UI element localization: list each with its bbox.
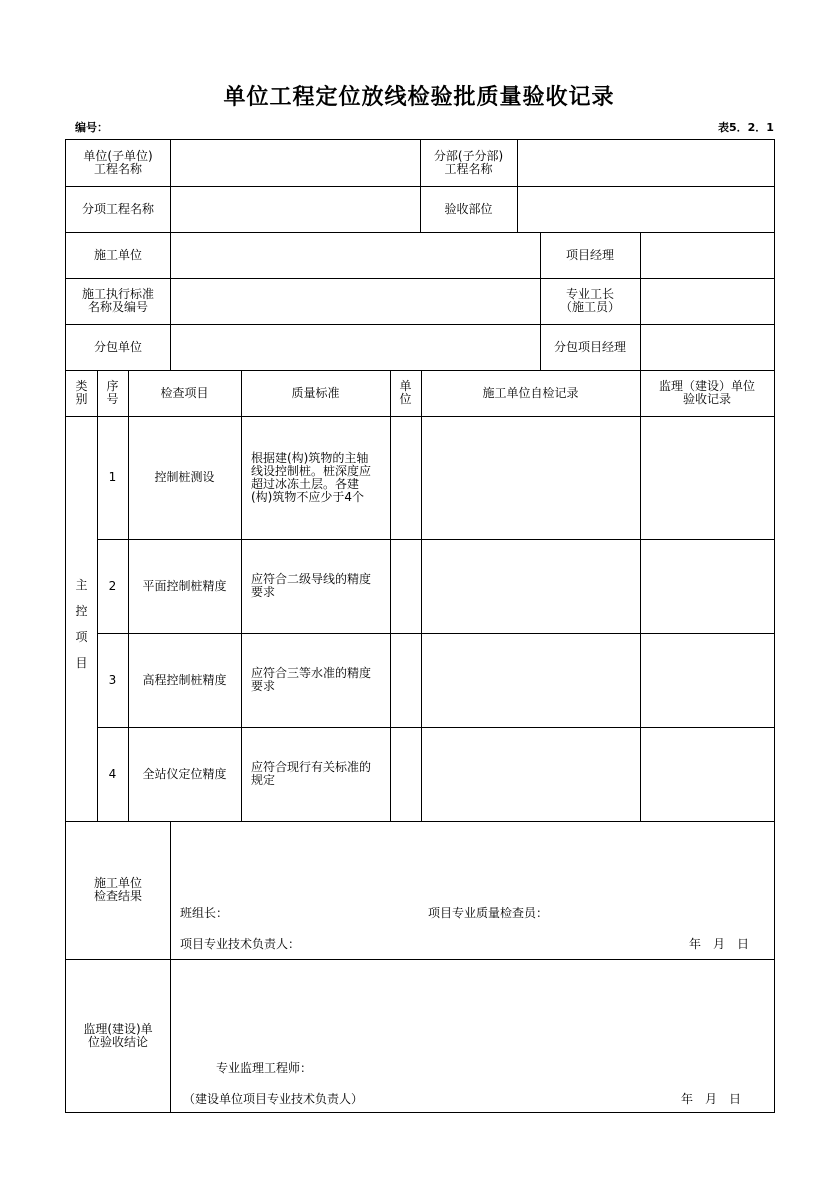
supervision-engineer-label: 专业监理工程师： — [216, 1061, 313, 1075]
item-name: 控制桩测设 — [154, 470, 215, 484]
col-header-check-item: 检查项目 — [160, 385, 209, 400]
item-name: 全站仪定位精度 — [142, 766, 227, 781]
col-header-quality-standard: 质量标准 — [291, 385, 340, 400]
unit-project-name-field[interactable] — [171, 140, 420, 186]
item-name: 平面控制桩精度 — [142, 578, 227, 593]
project-manager-label: 项目经理 — [565, 247, 614, 262]
foreman-field[interactable] — [641, 278, 774, 324]
supervision-date: 年 月 日 — [681, 1092, 742, 1106]
item-supervision-field[interactable] — [641, 416, 774, 539]
acceptance-part-field[interactable] — [518, 186, 774, 232]
item-unit-field[interactable] — [391, 416, 421, 539]
item-supervision-field[interactable] — [641, 539, 774, 633]
item-number: 2 — [108, 578, 117, 593]
unit-project-name-label: 单位(子单位) 工程名称 — [83, 149, 153, 176]
subcontractor-field[interactable] — [171, 324, 540, 370]
team-leader-label: 班组长： — [180, 906, 229, 920]
construction-date: 年 月 日 — [689, 937, 750, 951]
division-name-label: 分部(子分部) 工程名称 — [433, 149, 504, 176]
table-number: 表5．2．1 — [718, 121, 774, 134]
item-self-check-field[interactable] — [422, 539, 640, 633]
item-supervision-field[interactable] — [641, 727, 774, 821]
supervision-conclusion-label: 监理(建设)单 位验收结论 — [83, 1022, 153, 1049]
grid-line — [170, 821, 171, 1113]
col-header-category: 类 别 — [75, 379, 88, 406]
item-unit-field[interactable] — [391, 633, 421, 727]
col-header-seq: 序 号 — [106, 379, 119, 406]
item-unit-field[interactable] — [391, 727, 421, 821]
item-standard: 应符合二级导线的精度要求 — [251, 572, 372, 599]
item-self-check-field[interactable] — [422, 727, 640, 821]
subcontractor-label: 分包单位 — [93, 339, 142, 354]
sub-project-manager-field[interactable] — [641, 324, 774, 370]
item-self-check-field[interactable] — [422, 416, 640, 539]
item-standard: 应符合三等水准的精度要求 — [251, 666, 372, 693]
division-name-field[interactable] — [518, 140, 774, 186]
standard-name-field[interactable] — [171, 278, 540, 324]
construction-unit-field[interactable] — [171, 232, 540, 278]
item-standard: 根据建(构)筑物的主轴线设控制桩。桩深度应超过冰冻土层。各建(构)筑物不应少于4个 — [251, 450, 372, 504]
form-number-label: 编号： — [75, 121, 108, 134]
item-number: 4 — [108, 766, 117, 781]
item-number: 3 — [108, 672, 117, 687]
grid-line — [66, 959, 774, 960]
quality-inspector-label: 项目专业质量检查员： — [428, 906, 549, 920]
item-self-check-field[interactable] — [422, 633, 640, 727]
foreman-label: 专业工长 （施工员） — [559, 287, 620, 314]
sub-item-name-label: 分项工程名称 — [81, 201, 154, 216]
form-title: 单位工程定位放线检验批质量验收记录 — [223, 85, 615, 110]
col-header-supervision: 监理（建设）单位 验收记录 — [658, 379, 755, 406]
standard-name-label: 施工执行标准 名称及编号 — [81, 287, 154, 314]
form-table — [65, 139, 775, 1113]
category-main-control: 主 控 项 目 — [75, 578, 88, 670]
col-header-self-check: 施工单位自检记录 — [482, 385, 579, 400]
owner-tech-leader-label: （建设单位项目专业技术负责人） — [183, 1092, 364, 1106]
grid-line — [66, 821, 774, 822]
item-standard: 应符合现行有关标准的规定 — [251, 760, 372, 787]
construction-unit-label: 施工单位 — [93, 247, 142, 262]
acceptance-part-label: 验收部位 — [444, 201, 493, 216]
item-unit-field[interactable] — [391, 539, 421, 633]
sub-item-name-field[interactable] — [171, 186, 420, 232]
item-number: 1 — [108, 470, 117, 484]
item-supervision-field[interactable] — [641, 633, 774, 727]
item-name: 高程控制桩精度 — [142, 672, 227, 687]
tech-leader-label: 项目专业技术负责人： — [180, 937, 301, 951]
col-header-unit: 单 位 — [399, 379, 412, 406]
construction-result-label: 施工单位 检查结果 — [93, 876, 142, 903]
project-manager-field[interactable] — [641, 232, 774, 278]
sub-project-manager-label: 分包项目经理 — [553, 339, 626, 354]
